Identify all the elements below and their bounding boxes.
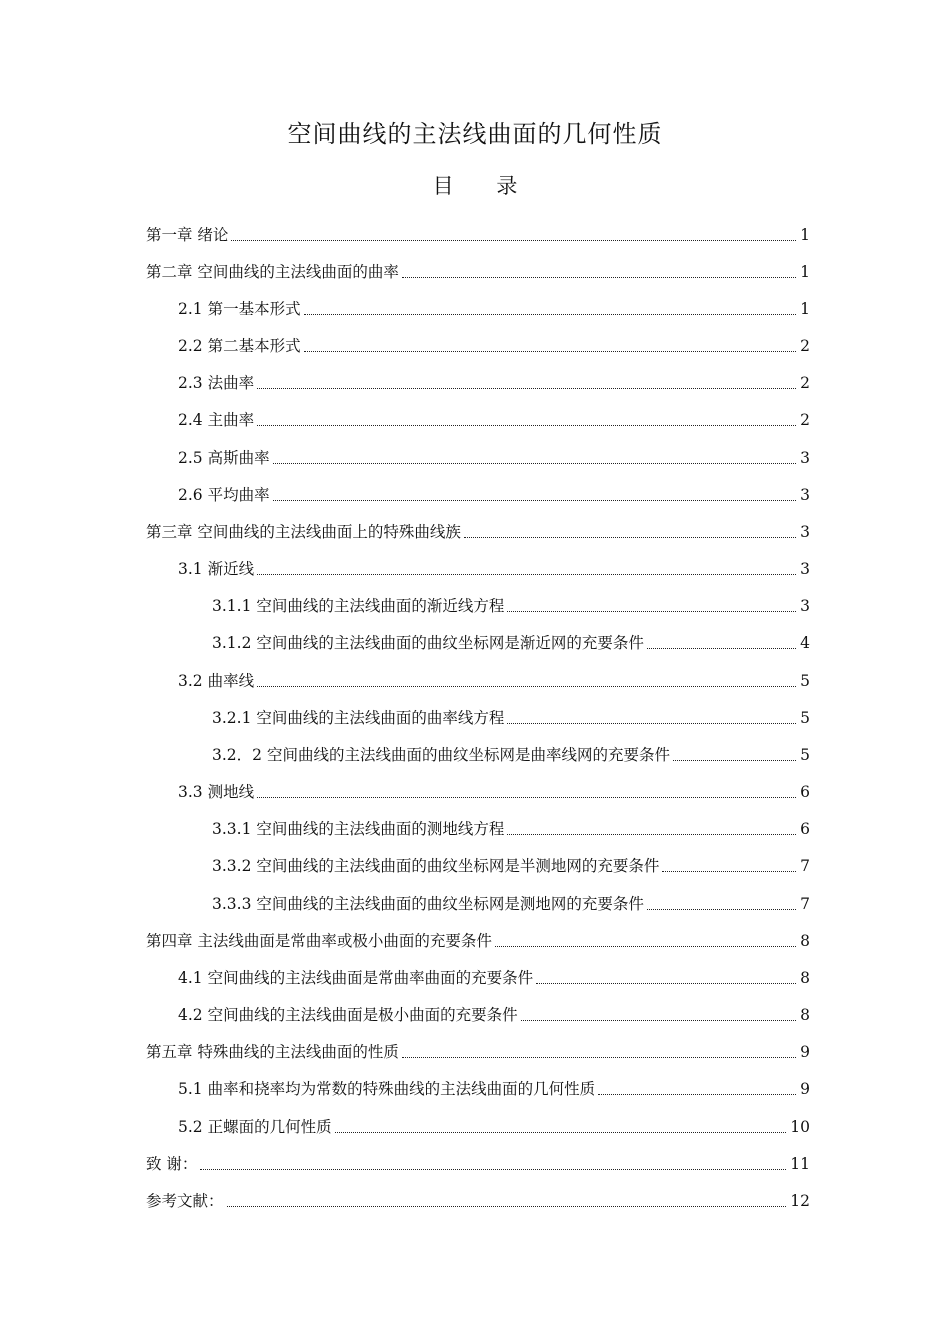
toc-entry[interactable] bbox=[212, 591, 810, 617]
dot-leader bbox=[231, 239, 796, 241]
toc-entry[interactable] bbox=[178, 1112, 810, 1138]
toc-entry-page: 1 bbox=[800, 226, 810, 244]
toc-entry-label: 3.1.1 空间曲线的主法线曲面的渐近线方程 bbox=[212, 597, 505, 615]
dot-leader bbox=[464, 536, 796, 538]
dot-leader bbox=[536, 982, 796, 984]
toc-entry-page: 5 bbox=[800, 672, 810, 690]
toc-entry[interactable] bbox=[178, 1074, 810, 1100]
toc-entry-label: 2.6 平均曲率 bbox=[178, 486, 270, 504]
toc-entry-label: 5.1 曲率和挠率均为常数的特殊曲线的主法线曲面的几何性质 bbox=[178, 1080, 596, 1098]
dot-leader bbox=[662, 870, 796, 872]
toc-entry-label: 2.5 高斯曲率 bbox=[178, 449, 270, 467]
dot-leader bbox=[304, 313, 796, 315]
toc-entry-page: 3 bbox=[800, 597, 810, 615]
dot-leader bbox=[227, 1205, 787, 1207]
dot-leader bbox=[257, 573, 796, 575]
toc-entry[interactable] bbox=[178, 480, 810, 506]
toc-entry[interactable] bbox=[178, 331, 810, 357]
toc-entry[interactable] bbox=[146, 926, 810, 952]
toc-entry[interactable] bbox=[178, 405, 810, 431]
toc-heading: 目 录 bbox=[432, 174, 536, 198]
toc-entry-page: 4 bbox=[800, 634, 810, 652]
dot-leader bbox=[647, 908, 796, 910]
toc-entry[interactable] bbox=[178, 368, 810, 394]
toc-entry[interactable] bbox=[178, 554, 810, 580]
toc-entry[interactable] bbox=[146, 1149, 810, 1175]
toc-entry-label: 3.3.3 空间曲线的主法线曲面的曲纹坐标网是测地网的充要条件 bbox=[212, 895, 644, 913]
toc-entry-page: 3 bbox=[800, 523, 810, 541]
toc-entry-page: 12 bbox=[790, 1192, 810, 1210]
toc-entry-page: 6 bbox=[800, 820, 810, 838]
toc-entry-label: 3.1 渐近线 bbox=[178, 560, 255, 578]
toc-entry-label: 4.1 空间曲线的主法线曲面是常曲率曲面的充要条件 bbox=[178, 969, 534, 987]
document-title: 空间曲线的主法线曲面的几何性质 bbox=[287, 120, 663, 148]
dot-leader bbox=[257, 685, 796, 687]
toc-entry-page: 3 bbox=[800, 486, 810, 504]
toc-entry-page: 5 bbox=[800, 709, 810, 727]
toc-entry[interactable] bbox=[212, 814, 810, 840]
toc-entry-label: 第一章 绪论 bbox=[146, 226, 229, 244]
toc-entry[interactable] bbox=[178, 777, 810, 803]
dot-leader bbox=[273, 462, 796, 464]
dot-leader bbox=[335, 1131, 787, 1133]
dot-leader bbox=[647, 647, 796, 649]
toc-entry-label: 第二章 空间曲线的主法线曲面的曲率 bbox=[146, 263, 399, 281]
toc-entry-page: 11 bbox=[790, 1155, 810, 1173]
dot-leader bbox=[507, 722, 796, 724]
dot-leader bbox=[521, 1019, 796, 1021]
toc-entry-label: 3.1.2 空间曲线的主法线曲面的曲纹坐标网是渐近网的充要条件 bbox=[212, 634, 644, 652]
toc-entry-label: 5.2 正螺面的几何性质 bbox=[178, 1118, 332, 1136]
toc-entry[interactable] bbox=[178, 1000, 810, 1026]
toc-entry-page: 8 bbox=[800, 1006, 810, 1024]
toc-entry-page: 8 bbox=[800, 932, 810, 950]
toc-entry-label: 第三章 空间曲线的主法线曲面上的特殊曲线族 bbox=[146, 523, 461, 541]
toc-entry[interactable] bbox=[212, 851, 810, 877]
toc-entry-page: 9 bbox=[800, 1043, 810, 1061]
toc-entry-label: 3.3 测地线 bbox=[178, 783, 255, 801]
toc-entry[interactable] bbox=[146, 517, 810, 543]
dot-leader bbox=[273, 499, 796, 501]
toc-entry-page: 7 bbox=[800, 895, 810, 913]
toc-entry-page: 2 bbox=[800, 374, 810, 392]
dot-leader bbox=[257, 424, 796, 426]
toc-entry[interactable] bbox=[178, 666, 810, 692]
dot-leader bbox=[495, 945, 796, 947]
toc-entry-label: 3.2.1 空间曲线的主法线曲面的曲率线方程 bbox=[212, 709, 505, 727]
toc-entry-page: 8 bbox=[800, 969, 810, 987]
toc-entry-label: 3.2．2 空间曲线的主法线曲面的曲纹坐标网是曲率线网的充要条件 bbox=[212, 746, 670, 764]
toc-entry-page: 6 bbox=[800, 783, 810, 801]
dot-leader bbox=[200, 1168, 786, 1170]
toc-entry-label: 3.3.2 空间曲线的主法线曲面的曲纹坐标网是半测地网的充要条件 bbox=[212, 857, 660, 875]
toc-entry-label: 2.3 法曲率 bbox=[178, 374, 255, 392]
toc-entry[interactable] bbox=[146, 1186, 810, 1212]
toc-entry-label: 第五章 特殊曲线的主法线曲面的性质 bbox=[146, 1043, 399, 1061]
toc-entry-page: 3 bbox=[800, 449, 810, 467]
dot-leader bbox=[507, 833, 796, 835]
toc-entry-label: 2.1 第一基本形式 bbox=[178, 300, 301, 318]
toc-entry-label: 4.2 空间曲线的主法线曲面是极小曲面的充要条件 bbox=[178, 1006, 518, 1024]
toc-entry-page: 9 bbox=[800, 1080, 810, 1098]
toc-entry-label: 致 谢： bbox=[146, 1155, 198, 1173]
dot-leader bbox=[402, 1056, 796, 1058]
toc-entry[interactable] bbox=[146, 1037, 810, 1063]
toc-entry[interactable] bbox=[212, 889, 810, 915]
toc-entry[interactable] bbox=[212, 703, 810, 729]
toc-entry-label: 参考文献： bbox=[146, 1192, 224, 1210]
toc-entry-page: 10 bbox=[790, 1118, 810, 1136]
toc-entry-page: 2 bbox=[800, 411, 810, 429]
dot-leader bbox=[507, 610, 796, 612]
toc-entry-label: 第四章 主法线曲面是常曲率或极小曲面的充要条件 bbox=[146, 932, 492, 950]
toc-entry-page: 3 bbox=[800, 560, 810, 578]
toc-entry-label: 2.2 第二基本形式 bbox=[178, 337, 301, 355]
toc-entry[interactable] bbox=[212, 628, 810, 654]
toc-entry-page: 7 bbox=[800, 857, 810, 875]
toc-entry-label: 3.3.1 空间曲线的主法线曲面的测地线方程 bbox=[212, 820, 505, 838]
toc-entry-page: 2 bbox=[800, 337, 810, 355]
dot-leader bbox=[304, 350, 796, 352]
dot-leader bbox=[402, 276, 796, 278]
dot-leader bbox=[257, 387, 796, 389]
toc-entry[interactable] bbox=[178, 294, 810, 320]
toc-entry-label: 3.2 曲率线 bbox=[178, 672, 255, 690]
toc-entry[interactable] bbox=[178, 443, 810, 469]
dot-leader bbox=[257, 796, 796, 798]
toc-entry-page: 5 bbox=[800, 746, 810, 764]
toc-entry-page: 1 bbox=[800, 300, 810, 318]
toc-entry[interactable] bbox=[212, 740, 810, 766]
toc-entry-page: 1 bbox=[800, 263, 810, 281]
toc-entry[interactable] bbox=[146, 220, 810, 246]
toc-entry[interactable] bbox=[178, 963, 810, 989]
toc-entry-label: 2.4 主曲率 bbox=[178, 411, 255, 429]
dot-leader bbox=[598, 1093, 796, 1095]
dot-leader bbox=[673, 759, 796, 761]
toc-entry[interactable] bbox=[146, 257, 810, 283]
